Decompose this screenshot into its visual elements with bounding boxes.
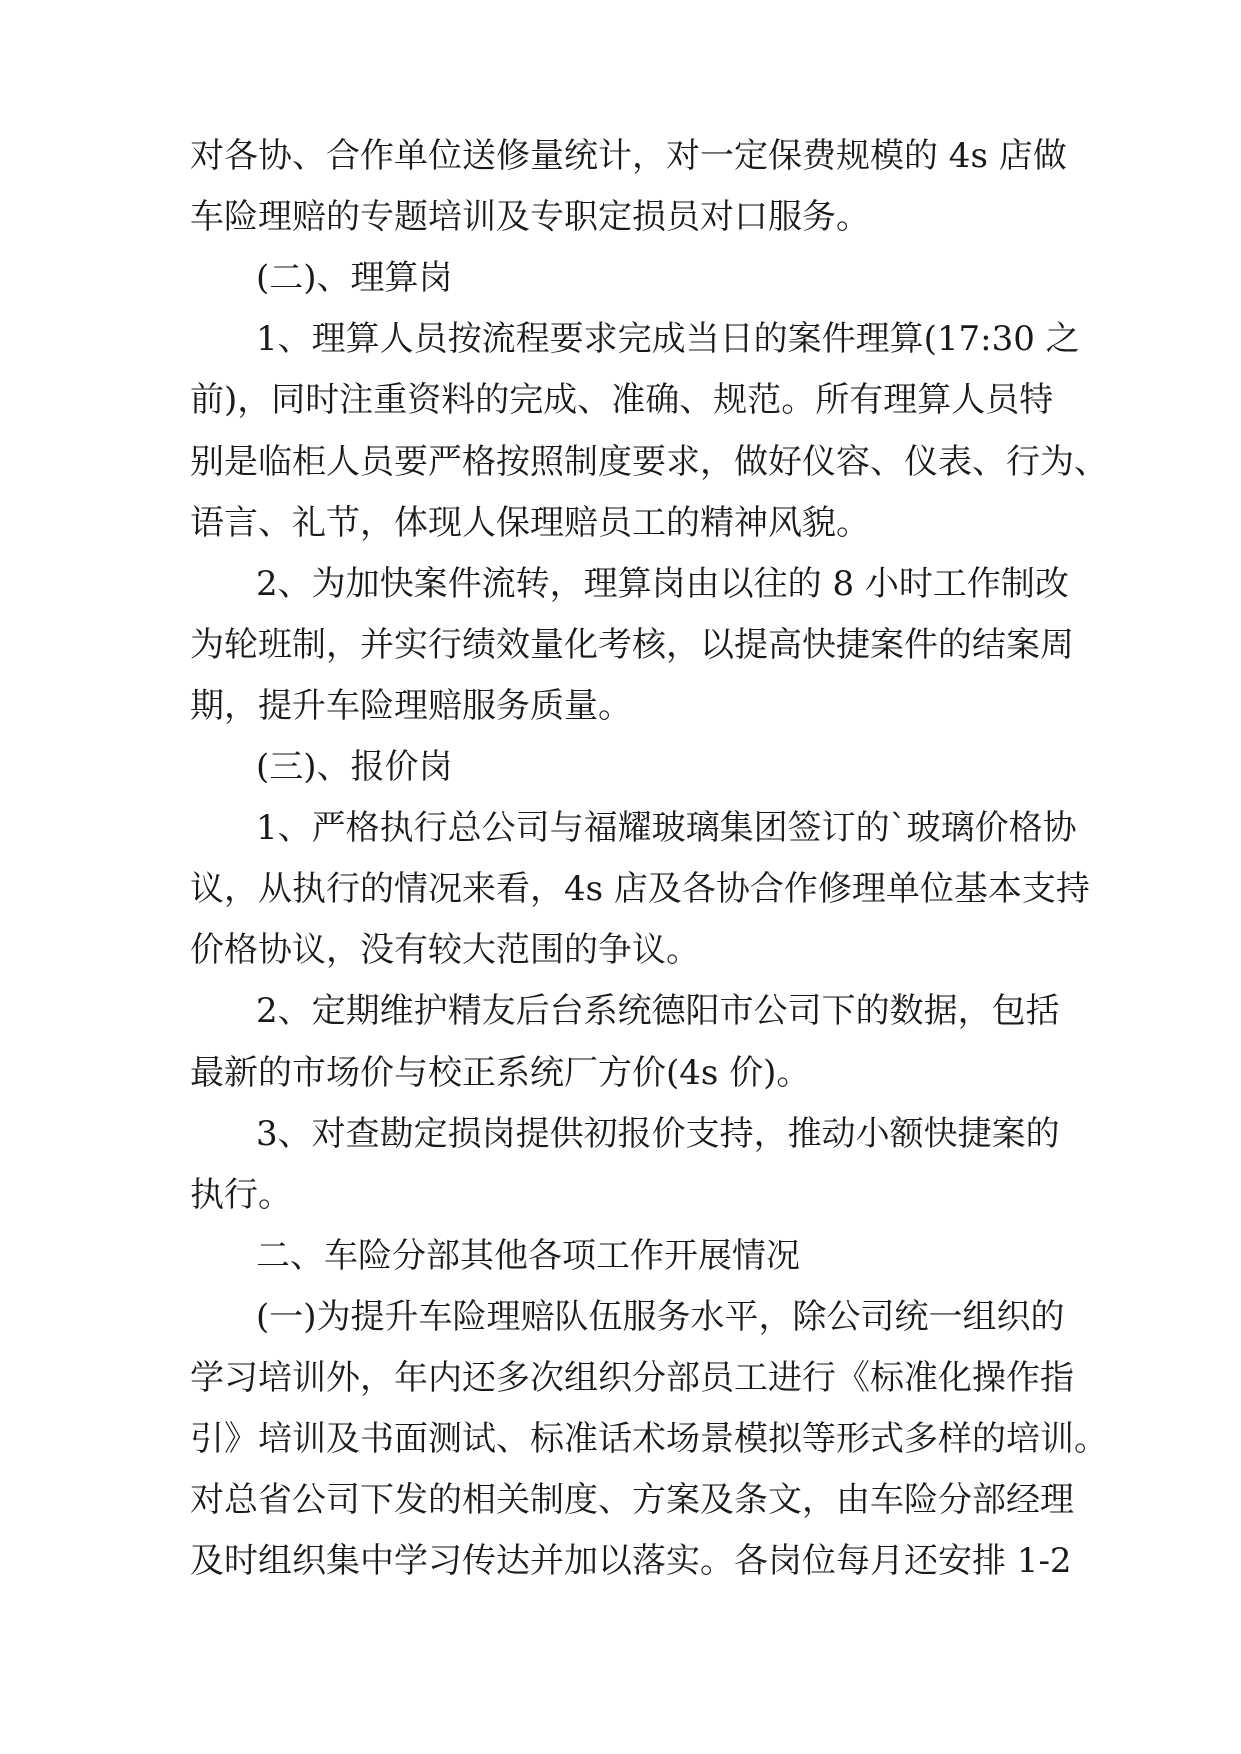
text-line: 语言、礼节，体现人保理赔员工的精神风貌。 xyxy=(190,502,870,543)
text-line: 别是临柜人员要严格按照制度要求，做好仪容、仪表、行为、 xyxy=(190,441,1108,482)
text-line: 学习培训外，年内还多次组织分部员工进行《标准化操作指 xyxy=(190,1358,1074,1398)
text-line: 对各协、合作单位送修量统计，对一定保费规模的 4s 店做 xyxy=(190,136,1067,176)
text-line: 引》培训及书面测试、标准话术场景模拟等形式多样的培训。 xyxy=(190,1419,1108,1460)
text-line: 前)，同时注重资料的完成、准确、规范。所有理算人员特 xyxy=(190,380,1054,421)
text-line: 为轮班制，并实行绩效量化考核，以提高快捷案件的结案周 xyxy=(190,624,1074,665)
text-line: 二、车险分部其他各项工作开展情况 xyxy=(256,1235,800,1276)
text-line: 最新的市场价与校正系统厂方价(4s 价)。 xyxy=(190,1052,811,1093)
text-line: (三)、报价岗 xyxy=(256,747,453,787)
text-line: 3、对查勘定损岗提供初报价支持，推动小额快捷案的 xyxy=(256,1113,1060,1154)
text-line: 1、理算人员按流程要求完成当日的案件理算(17:30 之 xyxy=(256,319,1080,360)
text-line: 对总省公司下发的相关制度、方案及条文，由车险分部经理 xyxy=(190,1480,1074,1521)
text-line: 执行。 xyxy=(190,1174,292,1215)
text-line: (二)、理算岗 xyxy=(256,258,453,299)
text-line: 2、定期维护精友后台系统德阳市公司下的数据，包括 xyxy=(256,991,1060,1032)
text-line: 议，从执行的情况来看，4s 店及各协合作修理单位基本支持 xyxy=(190,869,1090,910)
text-line: (一)为提升车险理赔队伍服务水平，除公司统一组织的 xyxy=(256,1296,1065,1337)
text-line: 1、严格执行总公司与福耀玻璃集团签订的`玻璃价格协 xyxy=(256,808,1077,849)
text-line: 价格协议，没有较大范围的争议。 xyxy=(190,930,700,971)
text-line: 车险理赔的专题培训及专职定损员对口服务。 xyxy=(190,197,870,238)
text-line: 期，提升车险理赔服务质量。 xyxy=(190,685,632,726)
text-line: 2、为加快案件流转，理算岗由以往的 8 小时工作制改 xyxy=(256,563,1069,604)
text-line: 及时组织集中学习传达并加以落实。各岗位每月还安排 1-2 xyxy=(190,1541,1072,1582)
